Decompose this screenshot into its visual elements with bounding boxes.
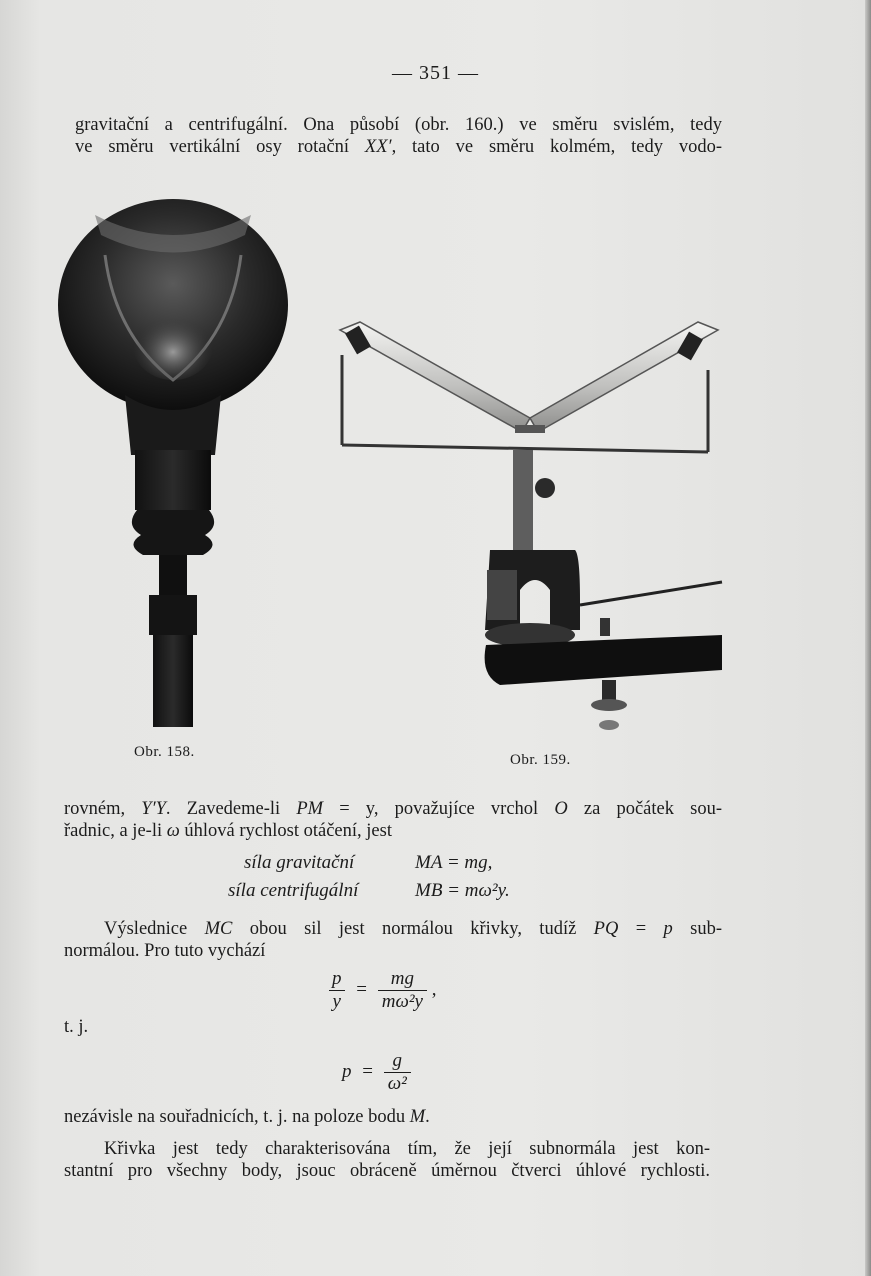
stem-base bbox=[153, 635, 193, 727]
text-run: , tato ve směru kolmém, tedy vodo- bbox=[391, 137, 722, 157]
paragraph-3 bbox=[64, 918, 722, 962]
math-variable: MC bbox=[204, 919, 233, 939]
numerator: g bbox=[392, 1050, 403, 1071]
math-variable: M bbox=[409, 1107, 426, 1127]
text-run: = y, považujíce vrchol bbox=[323, 799, 555, 819]
paragraph-4-line-1 bbox=[64, 1106, 722, 1128]
math-variable: Y′Y bbox=[141, 799, 166, 819]
equals-sign: = bbox=[356, 978, 367, 1000]
crank-rod bbox=[580, 582, 722, 605]
numerator: mg bbox=[390, 968, 414, 989]
math-variable: PQ bbox=[593, 919, 619, 939]
stem-collar bbox=[132, 510, 214, 555]
clamp-wheel bbox=[591, 699, 627, 711]
base-screw bbox=[600, 618, 610, 636]
equals-sign: = bbox=[362, 1060, 373, 1082]
denominator: mω²y bbox=[378, 990, 427, 1013]
pivot-head bbox=[515, 425, 545, 433]
figure-159-caption: Obr. 159. bbox=[510, 752, 571, 768]
tube-left bbox=[340, 322, 530, 432]
vessel-highlight bbox=[133, 310, 213, 380]
equation-2 bbox=[342, 1050, 411, 1095]
numerator: p bbox=[332, 968, 342, 989]
paragraph-5-line-2: stantní pro všechny body, jsouc obráceně úměrnou čtverci úhlové rychlosti. bbox=[64, 1161, 710, 1181]
fraction-p-over-y bbox=[328, 968, 346, 1013]
stem-clamp bbox=[149, 595, 197, 635]
paragraph-2-line-2 bbox=[64, 820, 722, 842]
paragraph-2-line-1 bbox=[64, 798, 722, 820]
stem-upper bbox=[135, 450, 211, 510]
paragraph-2 bbox=[64, 798, 722, 842]
top-paragraph-line-2 bbox=[75, 136, 722, 158]
math-variable: O bbox=[554, 799, 568, 819]
clamp-foot bbox=[599, 720, 619, 730]
fraction-g-over-omega2 bbox=[384, 1050, 411, 1095]
gravity-force-label: síla gravitační bbox=[244, 852, 355, 873]
text-run: řadnic, a je-li bbox=[64, 821, 167, 841]
math-variable: PM bbox=[296, 799, 324, 819]
page-edge-shadow bbox=[865, 0, 871, 1276]
paragraph-3-line-2: normálou. Pro tuto vychází bbox=[64, 941, 266, 961]
top-paragraph-line-1: gravitační a centrifugální. Ona působí (obr. 160.) ve směru svislém, tedy bbox=[75, 115, 722, 135]
text-run: úhlová rychlost otáčení, jest bbox=[179, 821, 392, 841]
denominator: ω² bbox=[384, 1072, 411, 1095]
math-variable: p bbox=[663, 919, 673, 939]
page-number: — 351 — bbox=[392, 62, 479, 84]
figure-158-caption: Obr. 158. bbox=[134, 744, 195, 760]
text-run: rovném, bbox=[64, 799, 142, 819]
paragraph-4 bbox=[64, 1106, 722, 1128]
stem-shaft bbox=[159, 555, 187, 595]
math-variable: XX′ bbox=[364, 137, 392, 157]
equation-1 bbox=[328, 968, 436, 1013]
gear-window bbox=[487, 570, 517, 620]
centrifugal-force-label: síla centrifugální bbox=[228, 880, 359, 901]
text-run: = bbox=[618, 919, 664, 939]
text-run: Výslednice bbox=[104, 919, 205, 939]
denominator: y bbox=[329, 990, 345, 1013]
figure-159-photo bbox=[330, 300, 730, 740]
text-run: nezávisle na souřadnicích, t. j. na poloze bodu bbox=[64, 1107, 410, 1127]
paragraph-5 bbox=[64, 1138, 710, 1182]
spindle bbox=[513, 450, 533, 550]
top-paragraph bbox=[75, 114, 722, 158]
math-variable: ω bbox=[166, 821, 180, 841]
tj-label: t. j. bbox=[64, 1017, 89, 1037]
figure-158-photo bbox=[55, 195, 295, 735]
centrifugal-force-equation: MB = mω²y. bbox=[415, 880, 510, 901]
lhs-variable: p bbox=[342, 1060, 352, 1082]
text-run: ve směru vertikální osy rotační bbox=[75, 137, 365, 157]
text-run: za počátek sou- bbox=[567, 799, 722, 819]
adjust-knob bbox=[535, 478, 555, 498]
text-run: obou sil jest normálou křivky, tudíž bbox=[232, 919, 594, 939]
comma: , bbox=[431, 978, 437, 1000]
text-run: . bbox=[425, 1107, 430, 1127]
paragraph-3-line-1 bbox=[64, 918, 722, 940]
clamp-screw bbox=[602, 680, 616, 702]
text-run: sub- bbox=[672, 919, 722, 939]
paragraph-5-line-1: Křivka jest tedy charakterisována tím, že její subnormála jest kon- bbox=[104, 1139, 710, 1159]
gravity-force-equation: MA = mg, bbox=[415, 852, 493, 873]
text-run: . Zavedeme-li bbox=[165, 799, 297, 819]
fraction-mg-over-momega2y bbox=[378, 968, 427, 1013]
